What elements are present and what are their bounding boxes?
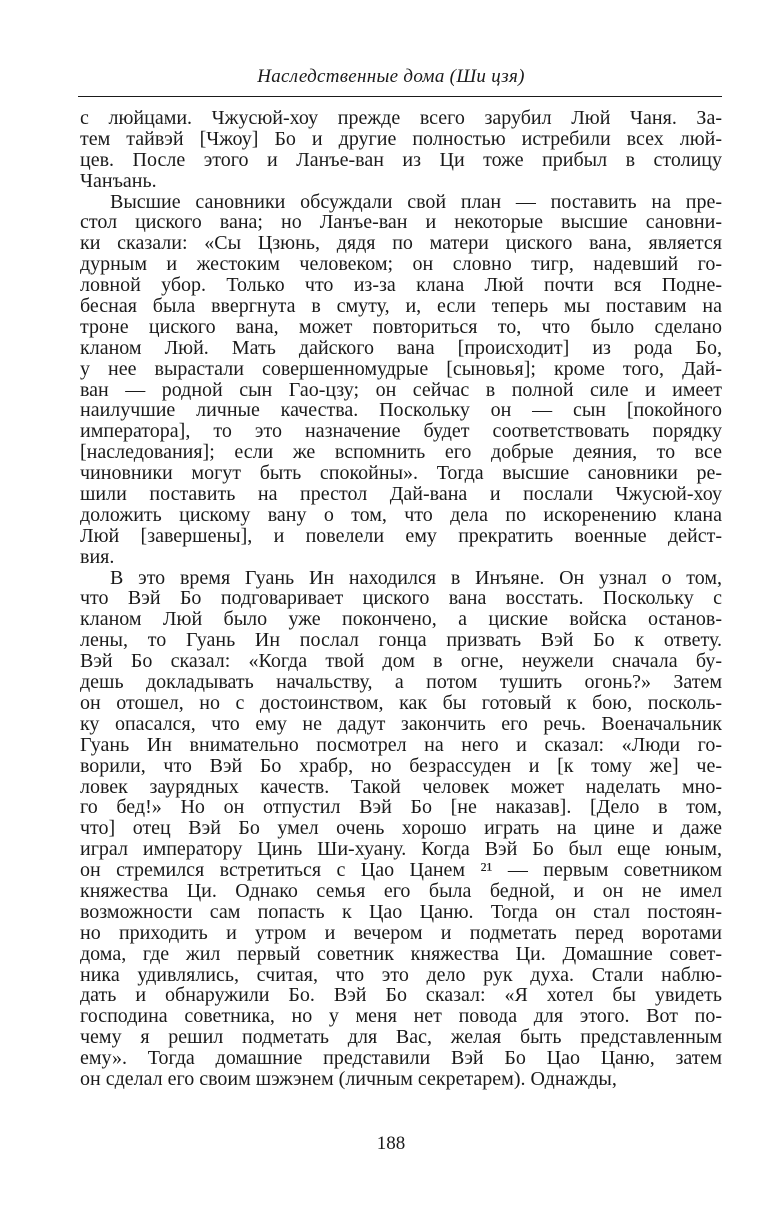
text-line: ван — родной сын Гао-цзу; он сейчас в полной силе и имеет	[80, 378, 722, 401]
text-line: бесная была ввергнута в смуту, и, если теперь мы поставим на	[80, 295, 722, 318]
text-line: императора], то это назначение будет соответствовать порядку	[80, 420, 722, 443]
text-line: играл императору Цинь Ши-хуану. Когда Вэй Бо был еще юным,	[80, 838, 722, 861]
text-line: шили поставить на престол Дай-вана и послали Чжусюй-хоу	[80, 483, 722, 506]
page-number: 188	[376, 1133, 406, 1154]
text-line: дать и обнаружили Бо. Вэй Бо сказал: «Я хотел бы увидеть	[80, 984, 722, 1007]
text-line: дома, где жил первый советник княжества Ци. Домашние совет-	[80, 942, 722, 965]
text-line: Чанъань.	[80, 169, 157, 192]
text-line: вия.	[80, 545, 115, 568]
paragraph	[80, 108, 722, 192]
text-line: господина советника, но у меня нет повода для этого. Вот по-	[80, 1005, 722, 1028]
text-line: троне циского вана, может повториться то, что было сделано	[80, 315, 722, 338]
text-line: но приходить и утром и вечером и подметать перед воротами	[80, 921, 722, 944]
text-line: с люйцами. Чжусюй-хоу прежде всего зарубил Люй Чаня. За-	[80, 107, 722, 129]
text-line: княжества Ци. Однако семья его была бедной, и он не имел	[80, 879, 722, 902]
text-line: что Вэй Бо подговаривает циского вана восстать. Поскольку с	[80, 587, 722, 610]
text-line: В это время Гуань Ин находился в Инъяне. Он узнал о том,	[110, 566, 722, 589]
text-line: Вэй Бо сказал: «Когда твой дом в огне, неужели сначала бу-	[80, 650, 722, 673]
text-line: он сделал его своим шэжэнем (личным секретарем). Однажды,	[80, 1067, 617, 1090]
text-line: ку опасался, что ему не дадут закончить его речь. Военачальник	[80, 712, 722, 735]
text-line: кланом Люй было уже покончено, а циские войска останов-	[80, 608, 722, 631]
running-head: Наследственные дома (Ши цзя)	[257, 66, 525, 87]
text-line: чиновники могут быть спокойны». Тогда высшие сановники ре-	[80, 462, 722, 485]
text-line: возможности сам попасть к Цао Цаню. Тогда он стал постоян-	[80, 900, 722, 923]
text-line: ловек заурядных качеств. Такой человек может наделать мно-	[80, 775, 722, 798]
text-line: ворили, что Вэй Бо храбр, но безрассуден и [к тому же] че-	[80, 754, 722, 777]
text-line: чему я решил подметать для Вас, желая быть представленным	[80, 1026, 722, 1049]
text-line: ловной убор. Только что из-за клана Люй почти вся Подне-	[80, 274, 722, 297]
paragraph	[80, 568, 722, 1090]
text-line: у нее вырастали совершенномудрые [сыновья]; кроме того, Дай-	[80, 357, 722, 380]
text-line: Люй [завершены], и повелели ему прекратить военные дейст-	[80, 524, 722, 547]
paragraph	[80, 192, 722, 568]
text-line: Высшие сановники обсуждали свой план — поставить на пре-	[110, 190, 722, 213]
text-line: стол циского вана; но Ланъе-ван и некоторые высшие сановни-	[80, 211, 722, 234]
text-line: он стремился встретиться с Цао Цанем ²¹ — первым советником	[80, 859, 722, 882]
page-body	[80, 108, 722, 1090]
text-line: дурным и жестоким человеком; он словно тигр, надевший го-	[80, 253, 722, 276]
text-line: ника удивлялись, считая, что это дело рук духа. Стали наблю-	[80, 963, 722, 986]
text-line: [наследования]; если же вспомнить его добрые деяния, то все	[80, 441, 722, 464]
text-line: го бед!» Но он отпустил Вэй Бо [не наказав]. [Дело в том,	[80, 796, 722, 819]
text-line: Гуань Ин внимательно посмотрел на него и сказал: «Люди го-	[80, 733, 722, 756]
text-line: цев. После этого и Ланъе-ван из Ци тоже прибыл в столицу	[80, 148, 722, 171]
text-line: наилучшие личные качества. Поскольку он — сын [покойного	[80, 399, 722, 422]
text-line: что] отец Вэй Бо умел очень хорошо играть на цине и даже	[80, 817, 722, 840]
text-line: ки сказали: «Сы Цзюнь, дядя по матери циского вана, является	[80, 232, 722, 255]
header-rule	[78, 96, 722, 97]
text-line: ему». Тогда домашние представили Вэй Бо Цао Цаню, затем	[80, 1047, 722, 1070]
text-line: кланом Люй. Мать дайского вана [происходит] из рода Бо,	[80, 336, 722, 359]
text-line: тем тайвэй [Чжоу] Бо и другие полностью истребили всех люй-	[80, 127, 722, 150]
text-line: доложить цискому вану о том, что дела по искоренению клана	[80, 503, 722, 526]
text-line: лены, то Гуань Ин послал гонца призвать Вэй Бо к ответу.	[80, 629, 722, 652]
text-line: он отошел, но с достоинством, как бы готовый к бою, посколь-	[80, 691, 722, 714]
text-line: дешь докладывать начальству, а потом тушить огонь?» Затем	[80, 671, 722, 694]
